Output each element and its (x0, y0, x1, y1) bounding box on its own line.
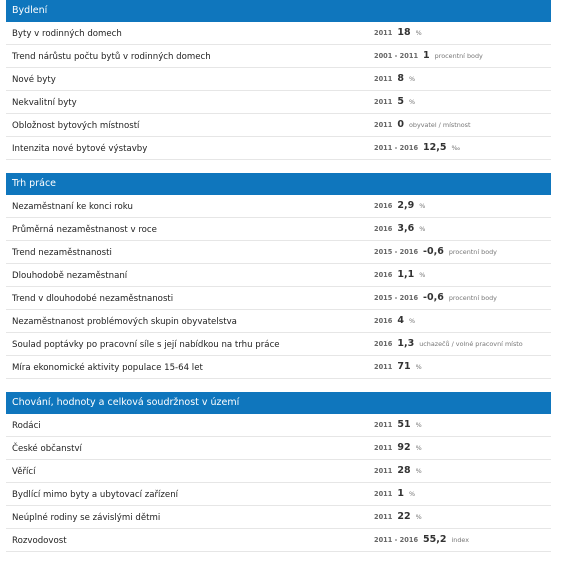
indicator-label: Byty v rodinných domech (12, 29, 122, 39)
indicator-label: Neúplné rodiny se závislými dětmi (12, 513, 161, 523)
indicator-value-block (374, 119, 471, 130)
indicator-year: 2011 (374, 362, 393, 371)
indicator-unit: procentní body (448, 247, 497, 256)
indicator-value: 1 (397, 488, 404, 499)
indicator-value: 1,1 (397, 269, 415, 280)
indicator-value-block (374, 27, 422, 38)
indicator-row (6, 45, 551, 68)
indicator-value-block (374, 488, 415, 499)
indicator-value-block (374, 419, 422, 430)
indicator-unit: index (451, 535, 469, 544)
indicator-label: Obložnost bytových místností (12, 121, 140, 131)
indicator-year: 2001 - 2011 (374, 51, 419, 60)
indicator-unit: % (415, 512, 422, 521)
indicator-unit: % (415, 420, 422, 429)
indicator-list (6, 22, 551, 160)
indicator-value-block (374, 142, 460, 153)
indicator-year: 2011 (374, 443, 393, 452)
indicator-row (6, 195, 551, 218)
indicator-label: Průměrná nezaměstnanost v roce (12, 225, 157, 235)
indicator-unit: % (415, 466, 422, 475)
indicator-unit: % (415, 28, 422, 37)
section-spacer (6, 160, 551, 173)
indicator-value-block (374, 338, 523, 349)
indicator-row (6, 529, 551, 552)
indicator-label: Rodáci (12, 421, 41, 431)
indicator-unit: % (408, 489, 416, 498)
indicator-row (6, 414, 551, 437)
indicator-value-block (374, 223, 425, 234)
indicator-row (6, 333, 551, 356)
indicator-year: 2016 (374, 270, 393, 279)
indicator-list (6, 195, 551, 379)
indicator-value-block (374, 361, 422, 372)
indicator-row (6, 483, 551, 506)
indicator-unit: % (419, 201, 426, 210)
indicator-unit: % (419, 224, 426, 233)
indicator-unit: % (408, 316, 416, 325)
indicator-label: Trend nárůstu počtu bytů v rodinných domech (12, 52, 211, 62)
indicator-unit: % (408, 74, 416, 83)
indicator-value-block (374, 511, 422, 522)
indicator-value: 4 (397, 315, 404, 326)
indicator-year: 2011 (374, 512, 393, 521)
indicator-value-block (374, 73, 415, 84)
section-header: Bydlení (6, 0, 551, 22)
section-header: Trh práce (6, 173, 551, 195)
indicator-value: -0,6 (423, 292, 444, 303)
indicator-value: 22 (397, 511, 411, 522)
indicator-year: 2011 (374, 466, 393, 475)
indicator-year: 2011 (374, 97, 393, 106)
indicator-value-block (374, 442, 422, 453)
indicator-value: 51 (397, 419, 411, 430)
indicator-value: 2,9 (397, 200, 415, 211)
indicator-list (6, 414, 551, 552)
indicator-row (6, 137, 551, 160)
indicator-label: Nezaměstnaní ke konci roku (12, 202, 133, 212)
indicator-year: 2011 (374, 120, 393, 129)
indicator-value: 12,5 (423, 142, 447, 153)
section-2 (6, 392, 551, 552)
indicator-label: Věřící (12, 467, 36, 477)
indicator-year: 2016 (374, 201, 393, 210)
indicator-value: -0,6 (423, 246, 444, 257)
indicator-unit: uchazečů / volné pracovní místo (419, 339, 523, 348)
section-header: Chování, hodnoty a celková soudržnost v území (6, 392, 551, 414)
indicator-unit: ‰ (451, 143, 461, 152)
indicator-unit: % (415, 362, 422, 371)
indicator-value: 1,3 (397, 338, 415, 349)
indicator-label: Míra ekonomické aktivity populace 15-64 let (12, 363, 203, 373)
indicator-row (6, 68, 551, 91)
indicator-row (6, 310, 551, 333)
indicator-value-block (374, 315, 415, 326)
indicator-year: 2016 (374, 316, 393, 325)
indicator-label: Nekvalitní byty (12, 98, 77, 108)
indicator-year: 2011 (374, 420, 393, 429)
indicator-unit: % (419, 270, 426, 279)
indicator-label: Nezaměstnanost problémových skupin obyvatelstva (12, 317, 237, 327)
indicator-label: Dlouhodobě nezaměstnaní (12, 271, 128, 281)
indicator-value-block (374, 534, 469, 545)
indicator-row (6, 241, 551, 264)
indicator-row (6, 287, 551, 310)
indicator-value: 92 (397, 442, 411, 453)
indicator-value: 5 (397, 96, 404, 107)
indicator-row (6, 218, 551, 241)
indicator-year: 2016 (374, 339, 393, 348)
indicator-row (6, 91, 551, 114)
indicator-label: Trend nezaměstnanosti (12, 248, 112, 258)
indicator-row (6, 356, 551, 379)
indicator-unit: obyvatel / místnost (408, 120, 471, 129)
indicator-value: 1 (423, 50, 430, 61)
indicator-value-block (374, 269, 425, 280)
indicator-row (6, 264, 551, 287)
indicator-value: 71 (397, 361, 411, 372)
indicator-value: 3,6 (397, 223, 415, 234)
indicator-year: 2016 (374, 224, 393, 233)
indicator-value: 18 (397, 27, 411, 38)
indicator-year: 2011 (374, 489, 393, 498)
indicator-year: 2011 - 2016 (374, 535, 419, 544)
indicator-unit: procentní body (448, 293, 497, 302)
section-spacer (6, 379, 551, 392)
indicator-value: 8 (397, 73, 404, 84)
indicator-label: Soulad poptávky po pracovní síle s její nabídkou na trhu práce (12, 340, 280, 350)
indicator-unit: % (415, 443, 422, 452)
indicator-value-block (374, 96, 415, 107)
indicator-value-block (374, 246, 497, 257)
indicator-value-block (374, 50, 483, 61)
indicator-value-block (374, 200, 425, 211)
indicator-unit: % (408, 97, 416, 106)
indicator-label: Nové byty (12, 75, 56, 85)
indicator-year: 2015 - 2016 (374, 293, 419, 302)
indicator-row (6, 460, 551, 483)
indicator-value: 28 (397, 465, 411, 476)
indicator-label: Trend v dlouhodobé nezaměstnanosti (12, 294, 174, 304)
section-0 (6, 0, 551, 160)
indicator-panel (6, 0, 551, 552)
indicator-year: 2015 - 2016 (374, 247, 419, 256)
indicator-label: České občanství (12, 444, 82, 454)
indicator-value-block (374, 465, 422, 476)
indicator-value-block (374, 292, 497, 303)
indicator-year: 2011 - 2016 (374, 143, 419, 152)
indicator-year: 2011 (374, 74, 393, 83)
indicator-label: Rozvodovost (12, 536, 67, 546)
indicator-label: Intenzita nové bytové výstavby (12, 144, 148, 154)
indicator-value: 55,2 (423, 534, 447, 545)
indicator-value: 0 (397, 119, 404, 130)
indicator-row (6, 22, 551, 45)
indicator-year: 2011 (374, 28, 393, 37)
indicator-row (6, 506, 551, 529)
indicator-unit: procentní body (434, 51, 483, 60)
indicator-row (6, 114, 551, 137)
section-1 (6, 173, 551, 379)
indicator-label: Bydlící mimo byty a ubytovací zařízení (12, 490, 179, 500)
indicator-row (6, 437, 551, 460)
